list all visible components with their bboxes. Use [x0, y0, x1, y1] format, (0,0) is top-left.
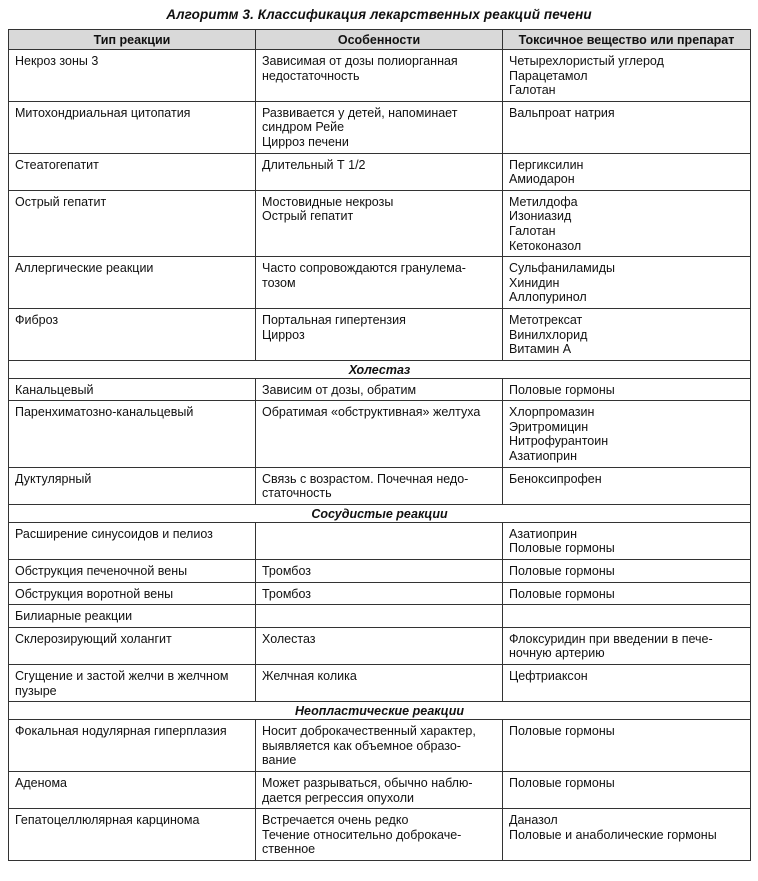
toxic-agent-cell	[503, 467, 751, 504]
reaction-type-cell	[9, 378, 256, 401]
features-cell	[256, 809, 503, 861]
features-cell	[256, 467, 503, 504]
cell-text-line: Холестаз	[262, 631, 316, 646]
reaction-type-cell	[9, 809, 256, 861]
cell-text-line: Флоксуридин при введении в пече-	[509, 631, 713, 646]
reaction-type-cell	[9, 720, 256, 772]
toxic-agent-cell	[503, 809, 751, 861]
cell-text-line: Половые гормоны	[509, 564, 615, 579]
table-row	[9, 627, 751, 664]
header-toxic-agent: Токсичное вещество или препарат	[503, 30, 751, 50]
cell-text-line: Четырехлористый углерод	[509, 54, 664, 68]
cell-text-line: Половые гормоны	[509, 541, 615, 556]
features-cell	[256, 605, 503, 628]
reaction-type-cell	[9, 50, 256, 102]
table-row	[9, 153, 751, 190]
table-row	[9, 378, 751, 401]
cell-text-line: тозом	[262, 275, 296, 290]
cell-text-line: Метотрексат	[509, 312, 583, 327]
cell-text-line: Сульфаниламиды	[509, 261, 616, 276]
cell-text-line: Нитрофурантоин	[509, 434, 609, 449]
table-row	[9, 809, 751, 861]
cell-text-line: Половые гормоны	[509, 775, 615, 790]
table-row	[9, 720, 751, 772]
cell-text-line: Может разрываться, обычно наблю-	[262, 775, 473, 790]
table-row	[9, 190, 751, 256]
toxic-agent-cell	[503, 153, 751, 190]
toxic-agent-cell	[503, 50, 751, 102]
cell-text-line: Обструкция воротной вены	[15, 586, 174, 601]
cell-text-line: Острый гепатит	[15, 194, 107, 209]
table-row	[9, 560, 751, 583]
cell-text-line: Витамин А	[509, 342, 572, 357]
cell-text-line: Хлорпромазин	[509, 405, 595, 420]
cell-text-line: Дуктулярный	[15, 471, 92, 486]
reaction-type-cell	[9, 627, 256, 664]
features-cell	[256, 190, 503, 256]
cell-text-line: Изониазид	[509, 209, 572, 224]
cell-text-line: Портальная гипертензия	[262, 312, 406, 327]
cell-text-line: Цирроз	[262, 327, 305, 342]
section-row	[9, 360, 751, 378]
cell-text-line: Стеатогепатит	[15, 157, 99, 172]
toxic-agent-cell	[503, 627, 751, 664]
toxic-agent-cell	[503, 257, 751, 309]
table-row	[9, 605, 751, 628]
cell-text-line: Хинидин	[509, 275, 560, 290]
cell-text-line: Азатиоприн	[509, 526, 578, 541]
cell-text-line: Склерозирующий холангит	[15, 631, 172, 646]
toxic-agent-cell	[503, 720, 751, 772]
features-cell	[256, 522, 503, 559]
cell-text-line: Парацетамол	[509, 68, 588, 83]
cell-text-line: Обратимая «обструктивная» желтуха	[262, 405, 481, 420]
cell-text-line: Митохондриальная цитопатия	[15, 105, 191, 120]
cell-text-line: пузыре	[15, 683, 57, 698]
section-row	[9, 504, 751, 522]
table-row	[9, 257, 751, 309]
cell-text-line: Вальпроат натрия	[509, 105, 615, 120]
toxic-agent-cell	[503, 308, 751, 360]
toxic-agent-cell	[503, 560, 751, 583]
table-row	[9, 582, 751, 605]
cell-text-line: ночную артерию	[509, 646, 605, 661]
header-reaction-type: Тип реакции	[9, 30, 256, 50]
features-cell	[256, 308, 503, 360]
reaction-type-cell	[9, 467, 256, 504]
cell-text-line: Аденома	[15, 775, 67, 790]
reaction-type-cell	[9, 153, 256, 190]
cell-text-line: ственное	[262, 842, 316, 857]
reaction-type-cell	[9, 665, 256, 702]
cell-text-line: выявляется как объемное образо-	[262, 738, 461, 753]
features-cell	[256, 627, 503, 664]
cell-text-line: дается регрессия опухоли	[262, 790, 414, 805]
cell-text-line: Даназол	[509, 813, 558, 828]
cell-text-line: Фокальная нодулярная гиперплазия	[15, 724, 227, 739]
cell-text-line: Беноксипрофен	[509, 471, 602, 486]
toxic-agent-cell	[503, 190, 751, 256]
cell-text-line: Встречается очень редко	[262, 813, 409, 828]
cell-text-line: Канальцевый	[15, 382, 94, 397]
cell-text-line: статочность	[262, 486, 332, 501]
reaction-type-cell	[9, 582, 256, 605]
reaction-type-cell	[9, 522, 256, 559]
table-row	[9, 101, 751, 153]
cell-text-line: недостаточность	[262, 68, 360, 83]
cell-text-line: Гепатоцеллюлярная карцинома	[15, 813, 200, 828]
reaction-type-cell	[9, 190, 256, 256]
features-cell	[256, 401, 503, 467]
cell-text-line: Половые гормоны	[509, 724, 615, 739]
cell-text-line: вание	[262, 753, 297, 768]
cell-text-line: Обструкция печеночной вены	[15, 564, 188, 579]
toxic-agent-cell	[503, 401, 751, 467]
features-cell	[256, 50, 503, 102]
cell-text-line: Зависимая от дозы полиорганная	[262, 54, 458, 68]
cell-text-line: Паренхиматозно-канальцевый	[15, 405, 194, 420]
features-cell	[256, 665, 503, 702]
cell-text-line: Расширение синусоидов и пелиоз	[15, 526, 213, 541]
cell-text-line: Желчная колика	[262, 669, 357, 683]
cell-text-line: Мостовидные некрозы	[262, 194, 394, 209]
cell-text-line: Цефтриаксон	[509, 669, 588, 683]
toxic-agent-cell	[503, 605, 751, 628]
features-cell	[256, 771, 503, 808]
toxic-agent-cell	[503, 582, 751, 605]
toxic-agent-cell	[503, 522, 751, 559]
cell-text-line: Аллопуринол	[509, 290, 587, 305]
cell-text-line: Галотан	[509, 223, 556, 238]
reaction-type-cell	[9, 257, 256, 309]
features-cell	[256, 257, 503, 309]
document-title: Алгоритм 3. Классификация лекарственных реакций печени	[166, 7, 592, 22]
header-features: Особенности	[256, 30, 503, 50]
cell-text-line: Галотан	[509, 83, 556, 98]
cell-text-line: Эритромицин	[509, 419, 589, 434]
table-row	[9, 467, 751, 504]
features-cell	[256, 153, 503, 190]
features-cell	[256, 101, 503, 153]
cell-text-line: Фиброз	[15, 312, 59, 327]
cell-text-line: Амиодарон	[509, 172, 575, 187]
table-row	[9, 665, 751, 702]
table-row	[9, 50, 751, 102]
table-body	[9, 50, 751, 861]
cell-text-line: Часто сопровождаются гранулема-	[262, 261, 466, 276]
reaction-type-cell	[9, 560, 256, 583]
classification-table	[8, 29, 751, 861]
section-heading: Сосудистые реакции	[9, 504, 751, 522]
cell-text-line: Половые и анаболические гормоны	[509, 827, 717, 842]
cell-text-line: Некроз зоны 3	[15, 54, 99, 68]
cell-text-line: Тромбоз	[262, 564, 311, 579]
features-cell	[256, 720, 503, 772]
cell-text-line: Азатиоприн	[509, 449, 578, 464]
reaction-type-cell	[9, 101, 256, 153]
table-row	[9, 401, 751, 467]
cell-text-line: Билиарные реакции	[15, 609, 133, 624]
toxic-agent-cell	[503, 101, 751, 153]
cell-text-line: Течение относительно доброкаче-	[262, 827, 462, 842]
features-cell	[256, 560, 503, 583]
cell-text-line: Тромбоз	[262, 586, 311, 601]
cell-text-line: Острый гепатит	[262, 209, 354, 224]
reaction-type-cell	[9, 308, 256, 360]
section-heading: Неопластические реакции	[9, 702, 751, 720]
cell-text-line: Носит доброкачественный характер,	[262, 724, 476, 739]
section-row	[9, 702, 751, 720]
cell-text-line: синдром Рейе	[262, 120, 345, 135]
toxic-agent-cell	[503, 378, 751, 401]
features-cell	[256, 378, 503, 401]
cell-text-line: Цирроз печени	[262, 134, 349, 149]
cell-text-line: Половые гормоны	[509, 382, 615, 397]
toxic-agent-cell	[503, 665, 751, 702]
reaction-type-cell	[9, 605, 256, 628]
cell-text-line: Аллергические реакции	[15, 261, 154, 276]
cell-text-line: Длительный Т 1/2	[262, 157, 366, 172]
features-cell	[256, 582, 503, 605]
reaction-type-cell	[9, 771, 256, 808]
cell-text-line: Кетоконазол	[509, 238, 582, 253]
table-row	[9, 522, 751, 559]
table-header-row	[9, 30, 751, 50]
table-row	[9, 771, 751, 808]
cell-text-line: Связь с возрастом. Почечная недо-	[262, 471, 469, 486]
cell-text-line: Метилдофа	[509, 194, 578, 209]
cell-text-line: Пергиксилин	[509, 157, 584, 172]
cell-text-line: Сгущение и застой желчи в желчном	[15, 669, 229, 683]
toxic-agent-cell	[503, 771, 751, 808]
table-row	[9, 308, 751, 360]
cell-text-line: Развивается у детей, напоминает	[262, 105, 458, 120]
reaction-type-cell	[9, 401, 256, 467]
section-heading: Холестаз	[9, 360, 751, 378]
cell-text-line: Винилхлорид	[509, 327, 588, 342]
cell-text-line: Половые гормоны	[509, 586, 615, 601]
cell-text-line: Зависим от дозы, обратим	[262, 382, 417, 397]
